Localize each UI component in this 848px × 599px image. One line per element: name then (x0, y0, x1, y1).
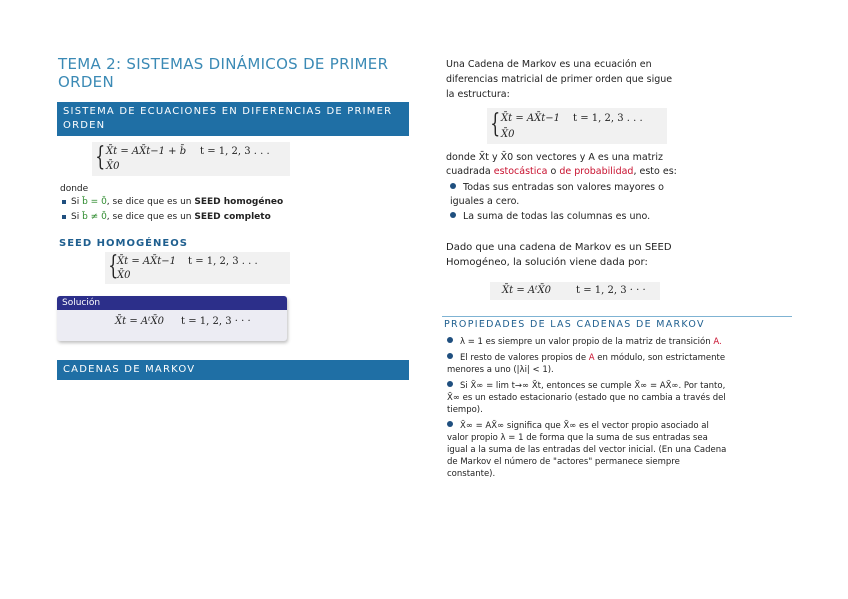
property-1: λ = 1 es siempre un valor propio de la matriz de transición A. (447, 336, 727, 348)
bullet-completo: Si b̄ ≠ 0̄, se dice que es un SEED completo (62, 211, 322, 223)
equation-markov: { X̄t = AX̄t−1 t = 1, 2, 3 . . . X̄0 (487, 108, 667, 144)
eq-hom-t: t = 1, 2, 3 . . . (188, 256, 258, 267)
solution-header: Solución (57, 296, 287, 310)
page-title: TEMA 2: SISTEMAS DINÁMICOS DE PRIMER ORDEN (58, 55, 389, 91)
list-item-columns: La suma de todas las columnas es uno. (450, 210, 675, 224)
subheading-seed-homogeneos: SEED HOMOGÉNEOS (59, 238, 188, 249)
eq-markov-t: t = 1, 2, 3 . . . (573, 113, 643, 124)
property-2: El resto de valores propios de A en módulo, son estrictamente menores a uno (|λi| < 1). (447, 353, 726, 375)
solution-equation: X̄t = AᵗX̄0 (115, 316, 165, 327)
solution-t-range: t = 1, 2, 3 · · · (181, 316, 251, 327)
markov-solution-t: t = 1, 2, 3 · · · (576, 285, 646, 296)
equation-seed-homogeneo: { X̄t = AX̄t−1 t = 1, 2, 3 . . . X̄0 (105, 252, 290, 284)
bullet-homogeneo: Si b̄ = 0̄, se dice que es un SEED homogéneo (62, 196, 322, 208)
list-item-entries: Todas sus entradas son valores mayores o iguales a cero. (450, 182, 664, 207)
eq-seed-t: t = 1, 2, 3 . . . (200, 146, 270, 157)
solution-block (57, 296, 287, 341)
eq-seed-line1: X̄t = AX̄t−1 + b̄ (106, 146, 187, 157)
properties-heading: PROPIEDADES DE LAS CADENAS DE MARKOV (444, 319, 705, 330)
donde-label: donde (60, 184, 89, 194)
equation-seed: { X̄t = AX̄t−1 + b̄ t = 1, 2, 3 . . . X̄0 (92, 142, 290, 176)
matrix-description: donde X̄t y X̄0 son vectores y A es una matriz cuadrada estocástica o de probabilidad, esto es: (446, 152, 677, 177)
section-heading-seed: SISTEMA DE ECUACIONES EN DIFERENCIAS DE PRIMER ORDEN (57, 102, 409, 136)
eq-hom-line2: X̄0 (117, 270, 131, 281)
markov-intro: Una Cadena de Markov es una ecuación en diferencias matricial de primer orden que sigue la estructura: (446, 59, 673, 100)
properties-divider (442, 316, 792, 317)
eq-seed-line2: X̄0 (106, 161, 120, 172)
markov-solution (490, 282, 660, 300)
markov-solution-eq: X̄t = AᵗX̄0 (502, 285, 552, 296)
eq-markov-line1: X̄t = AX̄t−1 (501, 113, 560, 124)
homogeneous-statement: Dado que una cadena de Markov es un SEED Homogéneo, la solución viene dada por: (446, 242, 672, 268)
eq-hom-line1: X̄t = AX̄t−1 (117, 256, 176, 267)
property-3: Si X̄∞ = lim t→∞ X̄t, entonces se cumple X̄∞ = AX̄∞. Por tanto, X̄∞ es un estado estacionario (estado que no cambia a través del tiempo). (447, 381, 726, 415)
section-heading-markov: CADENAS DE MARKOV (57, 360, 409, 380)
eq-markov-line2: X̄0 (501, 129, 515, 140)
property-4: X̄∞ = AX̄∞ significa que X̄∞ es el vector propio asociado al valor propio λ = 1 de forma que la suma de sus entradas sea igual a la suma de las entradas del vector inicial. (En una Cadena de Markov el número de "actores" permanece siempre constante). (447, 421, 727, 479)
